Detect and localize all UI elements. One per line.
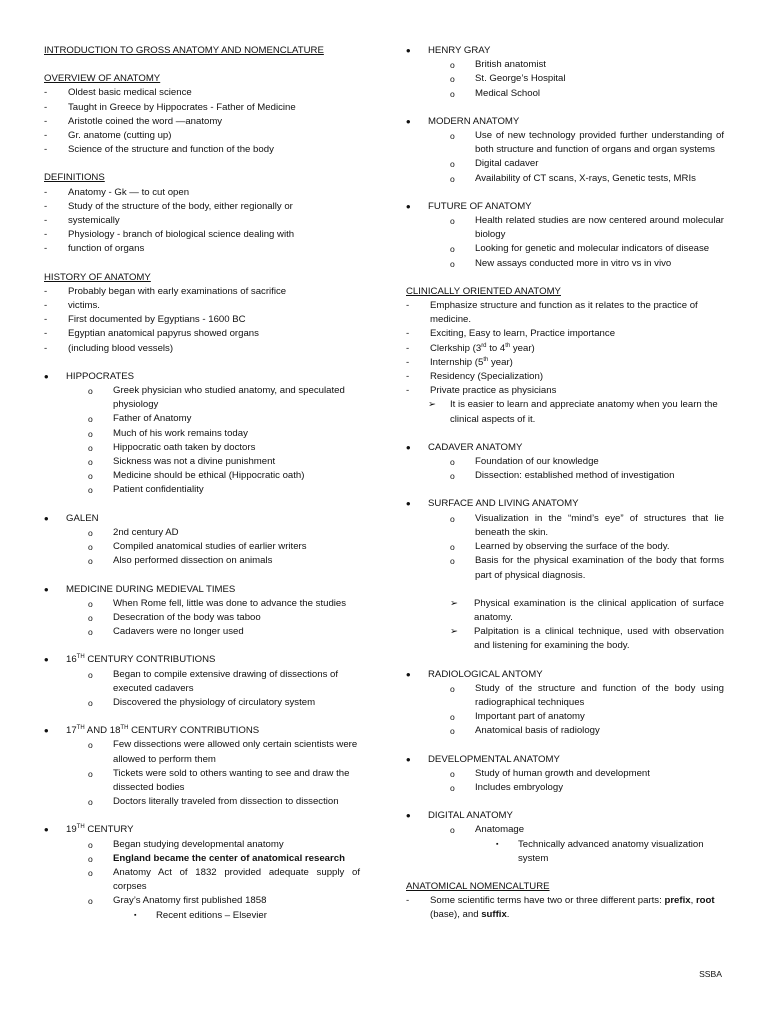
- left-column: [44, 44, 360, 923]
- circle-marker: o: [88, 839, 93, 850]
- circle-marker: o: [450, 244, 455, 255]
- clinical-heading: CLINICALLY ORIENTED ANATOMY: [406, 285, 561, 297]
- list-item: o Visualization in the “mind’s eye” of structures that lie beneath the skin.: [406, 512, 724, 540]
- dash-marker: -: [44, 215, 48, 227]
- list-item: o Digital cadaver: [406, 157, 724, 171]
- list-item: o 2nd century AD: [44, 526, 360, 540]
- list-item: - Clerkship (3rd to 4th year): [406, 342, 724, 356]
- hippocrates-section: [44, 370, 360, 384]
- list-item: o Greek physician who studied anatomy, and speculated physiology: [44, 384, 360, 412]
- circle-marker: o: [88, 471, 93, 482]
- list-item: o Learned by observing the surface of the body.: [406, 540, 724, 554]
- circle-marker: o: [88, 669, 93, 680]
- bullet-marker: •: [406, 198, 411, 214]
- surface-section: [406, 497, 724, 511]
- list-item: - Internship (5th year): [406, 356, 724, 370]
- bullet-marker: •: [44, 822, 49, 838]
- dash-marker: -: [44, 200, 48, 212]
- c17-section: [44, 724, 360, 738]
- circle-marker: o: [450, 712, 455, 723]
- circle-marker: o: [450, 471, 455, 482]
- dash-marker: -: [406, 328, 410, 340]
- circle-marker: o: [450, 542, 455, 553]
- circle-marker: o: [450, 825, 455, 836]
- footer-label: SSBA: [699, 969, 722, 979]
- circle-marker: o: [88, 542, 93, 553]
- circle-marker: o: [88, 386, 93, 397]
- dash-marker: -: [44, 144, 48, 156]
- list-item: o Medicine should be ethical (Hippocratic oath): [44, 469, 360, 483]
- circle-marker: o: [450, 60, 455, 71]
- future-heading: FUTURE OF ANATOMY: [428, 200, 532, 212]
- bullet-marker: •: [44, 723, 49, 739]
- circle-marker: o: [450, 556, 455, 567]
- list-item: o Health related studies are now centered around molecular biology: [406, 214, 724, 242]
- circle-marker: o: [88, 797, 93, 808]
- circle-marker: o: [450, 683, 455, 694]
- list-item: - Anatomy - Gk — to cut open: [44, 186, 360, 200]
- circle-marker: o: [450, 74, 455, 85]
- list-item: o Basis for the physical examination of the body that forms part of physical diagnosis.: [406, 554, 724, 582]
- list-item: o Sickness was not a divine punishment: [44, 455, 360, 469]
- list-item: o Discovered the physiology of circulatory system: [44, 696, 360, 710]
- bullet-marker: •: [406, 666, 411, 682]
- cadaver-heading: CADAVER ANATOMY: [428, 441, 523, 453]
- henry-section: [406, 44, 724, 58]
- medieval-section: [44, 583, 360, 597]
- future-section: [406, 200, 724, 214]
- list-item: o Foundation of our knowledge: [406, 455, 724, 469]
- bullet-marker: •: [406, 751, 411, 767]
- list-item: o Also performed dissection on animals: [44, 554, 360, 568]
- dash-marker: -: [44, 101, 48, 113]
- list-item: o Tickets were sold to others wanting to see and draw the dissected bodies: [44, 767, 360, 795]
- dash-marker: -: [44, 186, 48, 198]
- circle-marker: o: [88, 612, 93, 623]
- list-item: o Anatomage: [406, 823, 724, 837]
- arrow-marker: ➢: [450, 626, 459, 638]
- list-item: o Father of Anatomy: [44, 412, 360, 426]
- bullet-marker: •: [44, 652, 49, 668]
- list-item: o England became the center of anatomical research: [44, 852, 360, 866]
- list-item: ➢ It is easier to learn and appreciate anatomy when you learn the clinical aspects of it.: [406, 398, 724, 426]
- arrow-marker: ➢: [450, 597, 459, 609]
- nomenclature-heading: ANATOMICAL NOMENCALTURE: [406, 880, 550, 892]
- circle-marker: o: [88, 485, 93, 496]
- circle-marker: o: [450, 131, 455, 142]
- dash-marker: -: [44, 115, 48, 127]
- digital-heading: DIGITAL ANATOMY: [428, 810, 513, 822]
- c16-heading: 16TH CENTURY CONTRIBUTIONS: [66, 654, 216, 666]
- list-item: o Study of the structure and function of the body using radiographical techniques: [406, 682, 724, 710]
- list-item: o Anatomical basis of radiology: [406, 724, 724, 738]
- circle-marker: o: [88, 442, 93, 453]
- dash-marker: -: [44, 314, 48, 326]
- dash-marker: -: [44, 328, 48, 340]
- list-item: - Some scientific terms have two or three different parts: prefix, root (base), and suffix.: [406, 894, 724, 922]
- dash-marker: -: [406, 385, 410, 397]
- list-item: o Availability of CT scans, X-rays, Genetic tests, MRIs: [406, 172, 724, 186]
- list-item: - Egyptian anatomical papyrus showed organs: [44, 327, 360, 341]
- list-item: o New assays conducted more in vitro vs in vivo: [406, 257, 724, 271]
- galen-section: [44, 512, 360, 526]
- circle-marker: o: [88, 867, 93, 878]
- list-item: o Cadavers were no longer used: [44, 625, 360, 639]
- circle-marker: o: [88, 697, 93, 708]
- list-item: o Important part of anatomy: [406, 710, 724, 724]
- circle-marker: o: [450, 768, 455, 779]
- circle-marker: o: [88, 853, 93, 864]
- arrow-marker: ➢: [428, 399, 437, 411]
- circle-marker: o: [88, 527, 93, 538]
- circle-marker: o: [450, 88, 455, 99]
- modern-section: [406, 115, 724, 129]
- list-item: o St. George’s Hospital: [406, 72, 724, 86]
- square-marker: ▪: [134, 911, 137, 919]
- list-item: - Oldest basic medical science: [44, 86, 360, 100]
- circle-marker: o: [450, 782, 455, 793]
- circle-marker: o: [88, 627, 93, 638]
- dash-marker: -: [44, 285, 48, 297]
- list-item: - function of organs: [44, 242, 360, 256]
- list-item: o Began studying developmental anatomy: [44, 838, 360, 852]
- list-item: o Gray’s Anatomy first published 1858: [44, 894, 360, 908]
- developmental-section: [406, 753, 724, 767]
- circle-marker: o: [88, 768, 93, 779]
- digital-section: [406, 809, 724, 823]
- overview-heading: OVERVIEW OF ANATOMY: [44, 73, 161, 85]
- dash-marker: -: [44, 243, 48, 255]
- list-item: - Exciting, Easy to learn, Practice importance: [406, 327, 724, 341]
- circle-marker: o: [450, 258, 455, 269]
- c17-heading: 17TH AND 18TH CENTURY CONTRIBUTIONS: [66, 724, 260, 737]
- list-item: - Probably began with early examinations of sacrifice: [44, 285, 360, 299]
- list-item: - systemically: [44, 214, 360, 228]
- circle-marker: o: [450, 173, 455, 184]
- square-marker: ▪: [496, 840, 499, 848]
- radiological-section: [406, 668, 724, 682]
- dash-marker: -: [406, 371, 410, 383]
- list-item: o Much of his work remains today: [44, 427, 360, 441]
- developmental-heading: DEVELOPMENTAL ANATOMY: [428, 753, 560, 765]
- page-title: INTRODUCTION TO GROSS ANATOMY AND NOMENCLATURE: [44, 45, 324, 56]
- medieval-heading: MEDICINE DURING MEDIEVAL TIMES: [66, 583, 236, 595]
- bullet-marker: •: [406, 43, 411, 58]
- c19-section: [44, 823, 360, 837]
- bullet-marker: •: [44, 368, 49, 384]
- list-item: ➢ Palpitation is a clinical technique, used with observation and listening for examining the body.: [406, 625, 724, 653]
- dash-marker: -: [44, 300, 48, 312]
- cadaver-section: [406, 441, 724, 455]
- c19-heading: 19TH CENTURY: [66, 824, 134, 836]
- circle-marker: o: [88, 556, 93, 567]
- list-item: o Doctors literally traveled from dissection to dissection: [44, 795, 360, 809]
- dash-marker: -: [44, 87, 48, 99]
- list-item: o Few dissections were allowed only certain scientists were allowed to perform them: [44, 738, 360, 766]
- list-item: - Taught in Greece by Hippocrates - Father of Medicine: [44, 101, 360, 115]
- list-item: - Science of the structure and function of the body: [44, 143, 360, 157]
- list-item: - Residency (Specialization): [406, 370, 724, 384]
- list-item: o Includes embryology: [406, 781, 724, 795]
- list-item: - victims.: [44, 299, 360, 313]
- dash-marker: -: [406, 300, 410, 312]
- list-item: - Emphasize structure and function as it relates to the practice of medicine.: [406, 299, 724, 327]
- galen-heading: GALEN: [66, 512, 99, 524]
- dash-marker: -: [44, 130, 48, 142]
- list-item: - Gr. anatome (cutting up): [44, 129, 360, 143]
- list-item: - (including blood vessels): [44, 342, 360, 356]
- list-item: o When Rome fell, little was done to advance the studies: [44, 597, 360, 611]
- list-item: o Patient confidentiality: [44, 483, 360, 497]
- list-item: ➢ Physical examination is the clinical application of surface anatomy.: [406, 597, 724, 625]
- list-item: - Physiology - branch of biological science dealing with: [44, 228, 360, 242]
- list-item: o Dissection: established method of investigation: [406, 469, 724, 483]
- circle-marker: o: [88, 457, 93, 468]
- dash-marker: -: [406, 356, 410, 368]
- circle-marker: o: [450, 726, 455, 737]
- circle-marker: o: [88, 598, 93, 609]
- list-item: o Use of new technology provided further understanding of both structure and function of organs and organ systems: [406, 129, 724, 157]
- dash-marker: -: [44, 229, 48, 241]
- list-item: o Looking for genetic and molecular indicators of disease: [406, 242, 724, 256]
- circle-marker: o: [450, 513, 455, 524]
- list-item: o Began to compile extensive drawing of dissections of executed cadavers: [44, 668, 360, 696]
- list-item: - Aristotle coined the word —anatomy: [44, 115, 360, 129]
- list-item: o Anatomy Act of 1832 provided adequate supply of corpses: [44, 866, 360, 894]
- c16-section: [44, 653, 360, 667]
- right-column: [406, 44, 724, 923]
- dash-marker: -: [44, 342, 48, 354]
- bullet-marker: •: [44, 581, 49, 597]
- circle-marker: o: [88, 414, 93, 425]
- circle-marker: o: [450, 159, 455, 170]
- circle-marker: o: [88, 740, 93, 751]
- bullet-marker: •: [44, 510, 49, 526]
- definitions-heading: DEFINITIONS: [44, 172, 105, 184]
- bullet-marker: •: [406, 439, 411, 455]
- bullet-marker: •: [406, 808, 411, 824]
- list-item: o Hippocratic oath taken by doctors: [44, 441, 360, 455]
- modern-heading: MODERN ANATOMY: [428, 115, 520, 127]
- list-item: - Private practice as physicians: [406, 384, 724, 398]
- list-item: - First documented by Egyptians - 1600 BC: [44, 313, 360, 327]
- dash-marker: -: [406, 895, 410, 907]
- list-item: o British anatomist: [406, 58, 724, 72]
- list-item: o Medical School: [406, 87, 724, 101]
- list-item: o Desecration of the body was taboo: [44, 611, 360, 625]
- circle-marker: o: [450, 216, 455, 227]
- circle-marker: o: [450, 457, 455, 468]
- list-item: o Compiled anatomical studies of earlier writers: [44, 540, 360, 554]
- history-heading: HISTORY OF ANATOMY: [44, 271, 151, 283]
- radiological-heading: RADIOLOGICAL ANTOMY: [428, 668, 543, 680]
- circle-marker: o: [88, 896, 93, 907]
- henry-heading: HENRY GRAY: [428, 45, 491, 56]
- list-item: - Study of the structure of the body, either regionally or: [44, 200, 360, 214]
- surface-heading: SURFACE AND LIVING ANATOMY: [428, 498, 579, 510]
- hippocrates-heading: HIPPOCRATES: [66, 370, 135, 382]
- circle-marker: o: [88, 428, 93, 439]
- list-item: ▪ Technically advanced anatomy visualization system: [406, 838, 724, 866]
- list-item: o Study of human growth and development: [406, 767, 724, 781]
- bullet-marker: •: [406, 113, 411, 129]
- dash-marker: -: [406, 342, 410, 354]
- list-item: ▪ Recent editions – Elsevier: [44, 909, 360, 923]
- bullet-marker: •: [406, 496, 411, 512]
